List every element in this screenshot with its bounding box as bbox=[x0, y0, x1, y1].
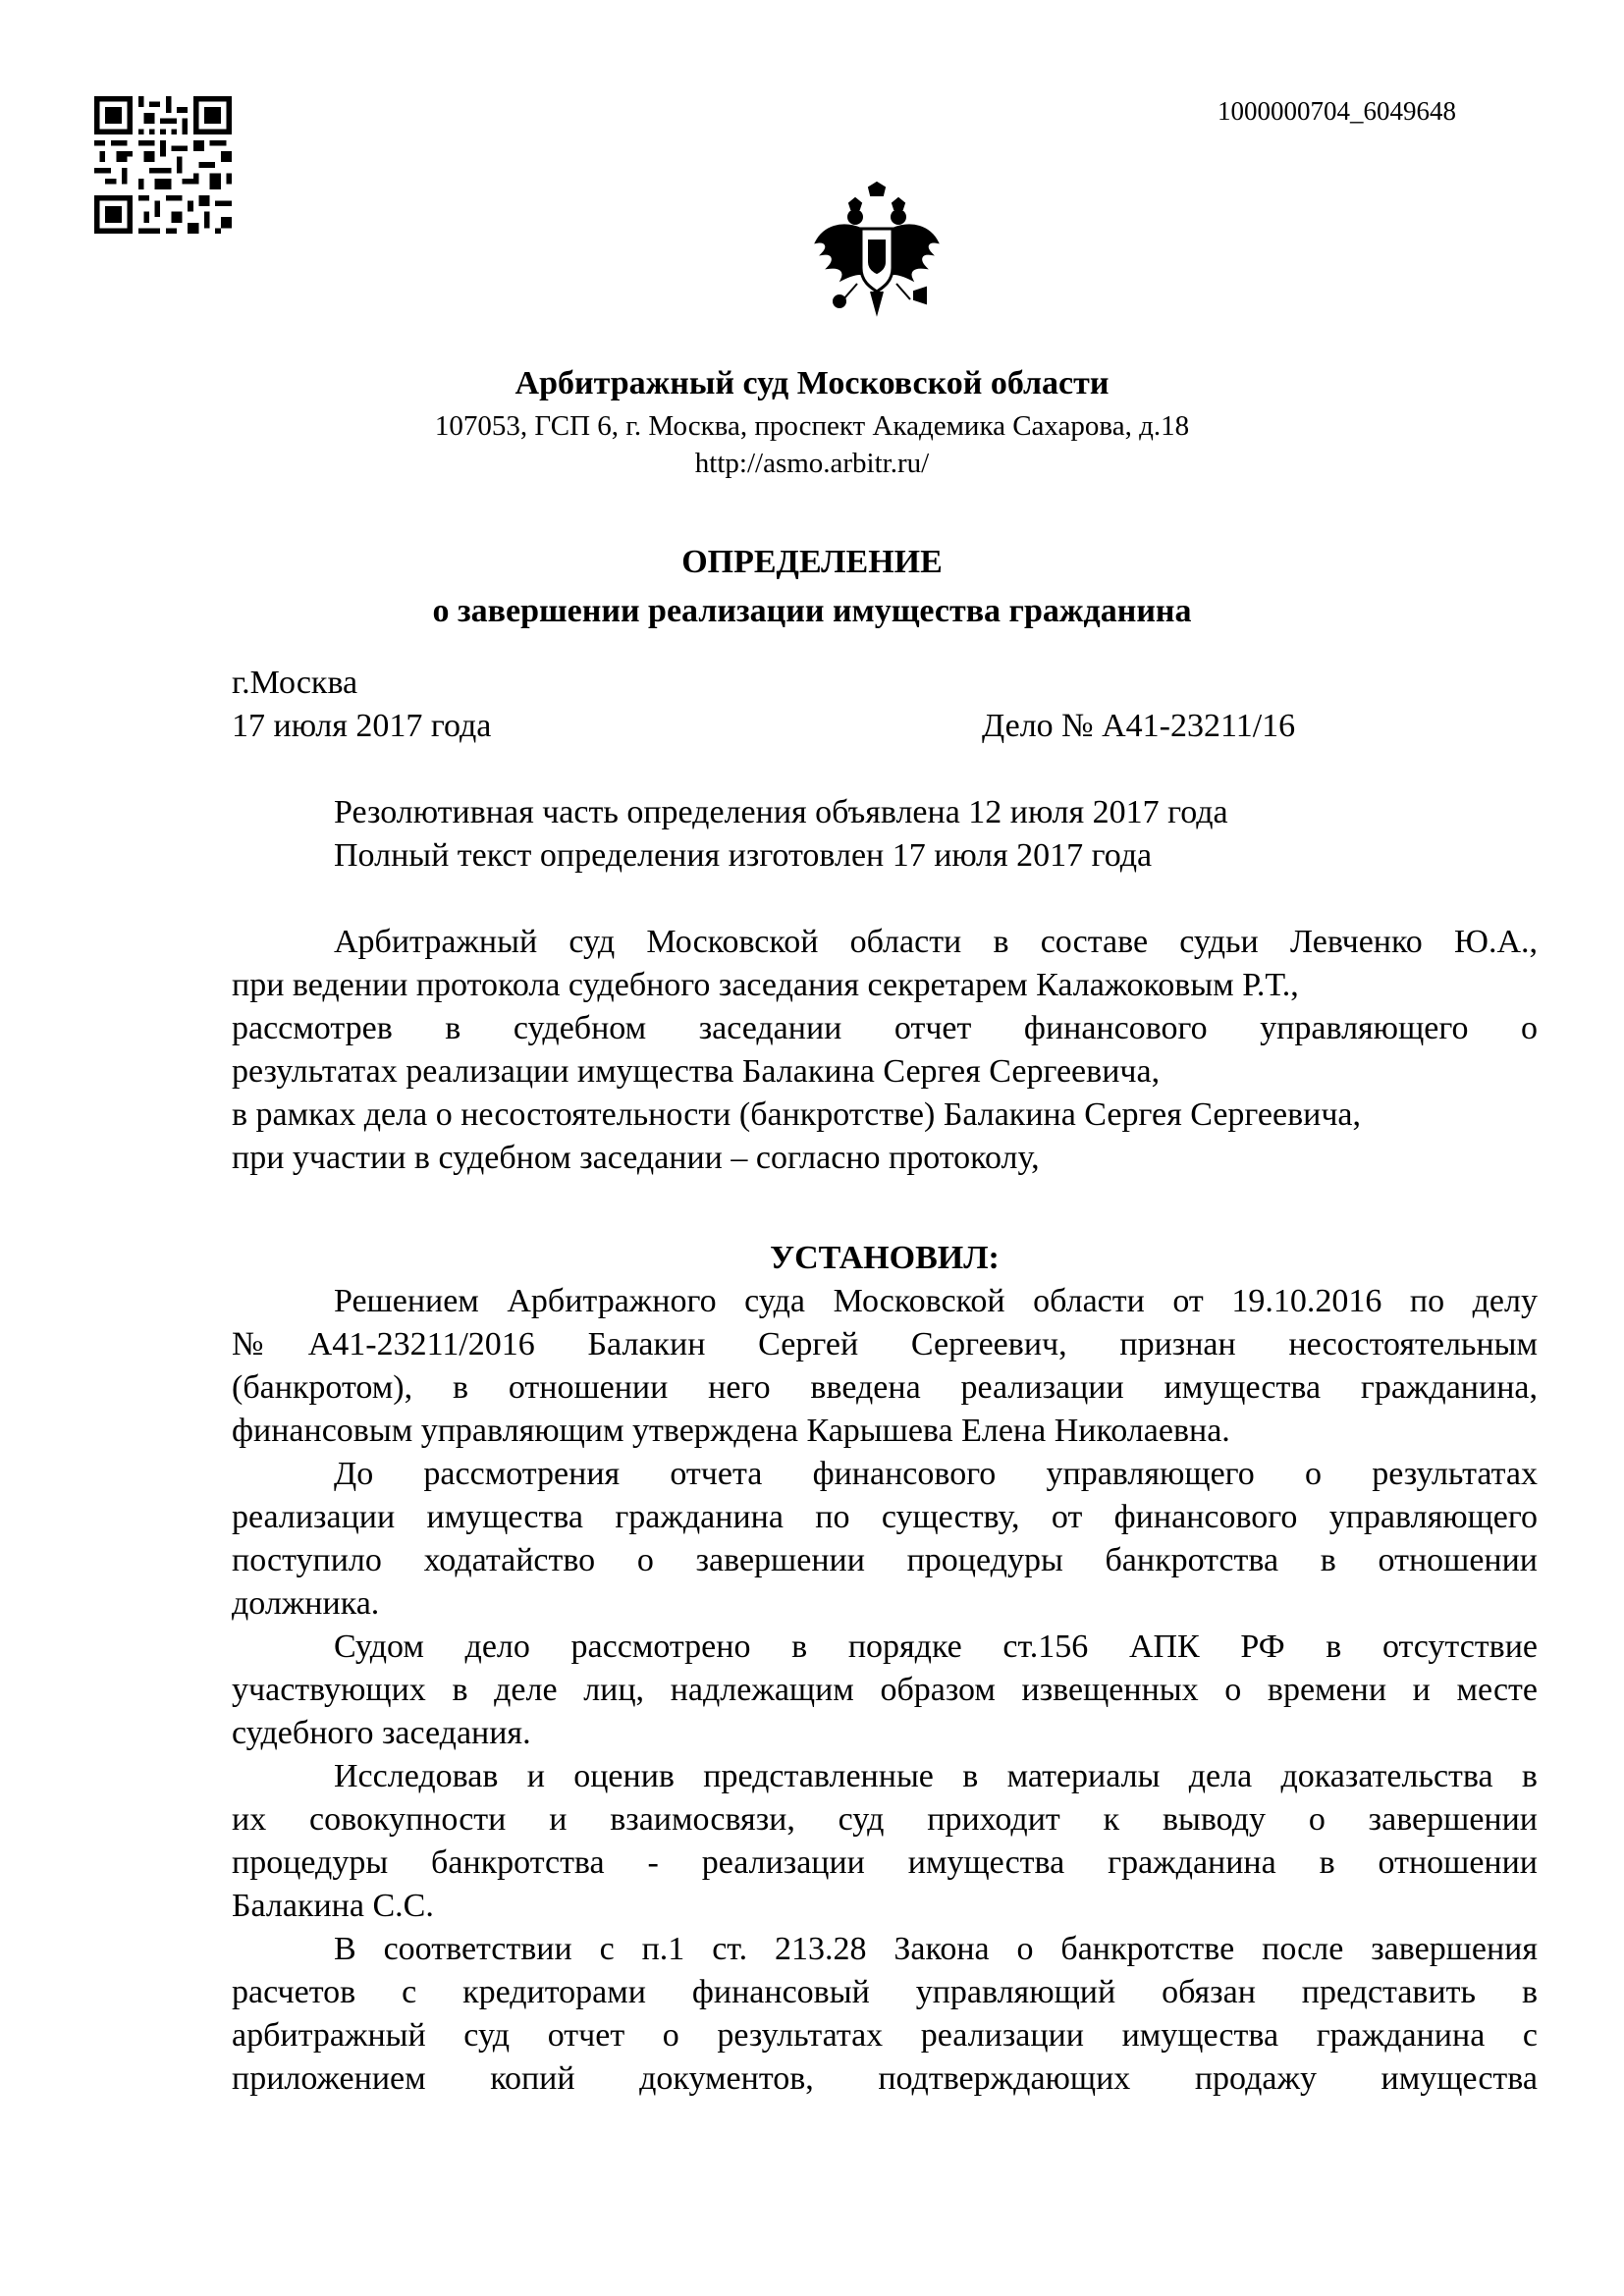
paragraph bbox=[232, 1280, 1538, 1453]
full-text-prepared: Полный текст определения изготовлен 17 июля 2017 года bbox=[334, 837, 1153, 874]
intro-line: при участии в судебном заседании – согласно протоколу, bbox=[232, 1140, 1040, 1176]
document-title: ОПРЕДЕЛЕНИЕ bbox=[681, 544, 943, 580]
case-number: Дело № А41-23211/16 bbox=[982, 708, 1296, 744]
paragraph bbox=[232, 1453, 1538, 1626]
paragraph-line: (банкротом), в отношении него введена реализации имущества гражданина, bbox=[232, 1369, 1538, 1406]
intro-block bbox=[232, 921, 1538, 1180]
document-subtitle: о завершении реализации имущества гражданина bbox=[432, 593, 1192, 629]
intro-line: при ведении протокола судебного заседания секретарем Калажоковым Р.Т., bbox=[232, 967, 1299, 1003]
court-url[interactable]: http://asmo.arbitr.ru/ bbox=[694, 448, 930, 479]
paragraph-line: Исследовав и оценив представленные в материалы дела доказательства в bbox=[334, 1758, 1538, 1794]
paragraph-line: В соответствии с п.1 ст. 213.28 Закона о банкротстве после завершения bbox=[334, 1931, 1538, 1967]
paragraph-line: приложением копий документов, подтверждающих продажу имущества bbox=[232, 2060, 1538, 2097]
paragraph-line: судебного заседания. bbox=[232, 1715, 531, 1751]
paragraph bbox=[232, 1928, 1538, 2101]
paragraph-line: их совокупности и взаимосвязи, суд приходит к выводу о завершении bbox=[232, 1801, 1538, 1838]
coat-of-arms-emblem bbox=[812, 182, 942, 319]
body-paragraphs bbox=[232, 1280, 1538, 2101]
established-heading: УСТАНОВИЛ: bbox=[770, 1240, 1000, 1276]
decision-date: 17 июля 2017 года bbox=[232, 708, 492, 744]
court-address: 107053, ГСП 6, г. Москва, проспект Академика Сахарова, д.18 bbox=[434, 410, 1190, 442]
city: г.Москва bbox=[232, 665, 358, 701]
paragraph-line: финансовым управляющим утверждена Карышева Елена Николаевна. bbox=[232, 1413, 1230, 1449]
paragraph bbox=[232, 1626, 1538, 1755]
intro-line: рассмотрев в судебном заседании отчет финансового управляющего о bbox=[232, 1010, 1538, 1046]
qr-code bbox=[94, 96, 232, 234]
intro-line: результатах реализации имущества Балакина Сергея Сергеевича, bbox=[232, 1053, 1161, 1090]
intro-line: Арбитражный суд Московской области в составе судьи Левченко Ю.А., bbox=[334, 924, 1538, 960]
paragraph-line: Решением Арбитражного суда Московской области от 19.10.2016 по делу bbox=[334, 1283, 1538, 1319]
paragraph-line: участвующих в деле лиц, надлежащим образом извещенных о времени и месте bbox=[232, 1672, 1538, 1708]
paragraph-line: Балакина С.С. bbox=[232, 1888, 434, 1924]
paragraph-line: должника. bbox=[232, 1585, 380, 1622]
paragraph-line: Судом дело рассмотрено в порядке ст.156 АПК РФ в отсутствие bbox=[334, 1629, 1538, 1665]
paragraph-line: №А41-23211/2016 Балакин Сергей Сергеевич, признан несостоятельным bbox=[232, 1326, 1538, 1362]
document-id: 1000000704_6049648 bbox=[1218, 96, 1456, 126]
paragraph-line: расчетов с кредиторами финансовый управляющий обязан представить в bbox=[232, 1974, 1538, 2010]
paragraph-line: поступило ходатайство о завершении процедуры банкротства в отношении bbox=[232, 1542, 1538, 1578]
intro-line: в рамках дела о несостоятельности (банкротстве) Балакина Сергея Сергеевича, bbox=[232, 1096, 1362, 1133]
resolution-announced: Резолютивная часть определения объявлена 12 июля 2017 года bbox=[334, 794, 1228, 830]
paragraph-line: арбитражный суд отчет о результатах реализации имущества гражданина с bbox=[232, 2017, 1538, 2054]
paragraph-line: процедуры банкротства - реализации имущества гражданина в отношении bbox=[232, 1844, 1538, 1881]
paragraph bbox=[232, 1755, 1538, 1928]
paragraph-line: До рассмотрения отчета финансового управляющего о результатах bbox=[334, 1456, 1538, 1492]
paragraph-line: реализации имущества гражданина по существу, от финансового управляющего bbox=[232, 1499, 1538, 1535]
court-name: Арбитражный суд Московской области bbox=[514, 365, 1110, 401]
